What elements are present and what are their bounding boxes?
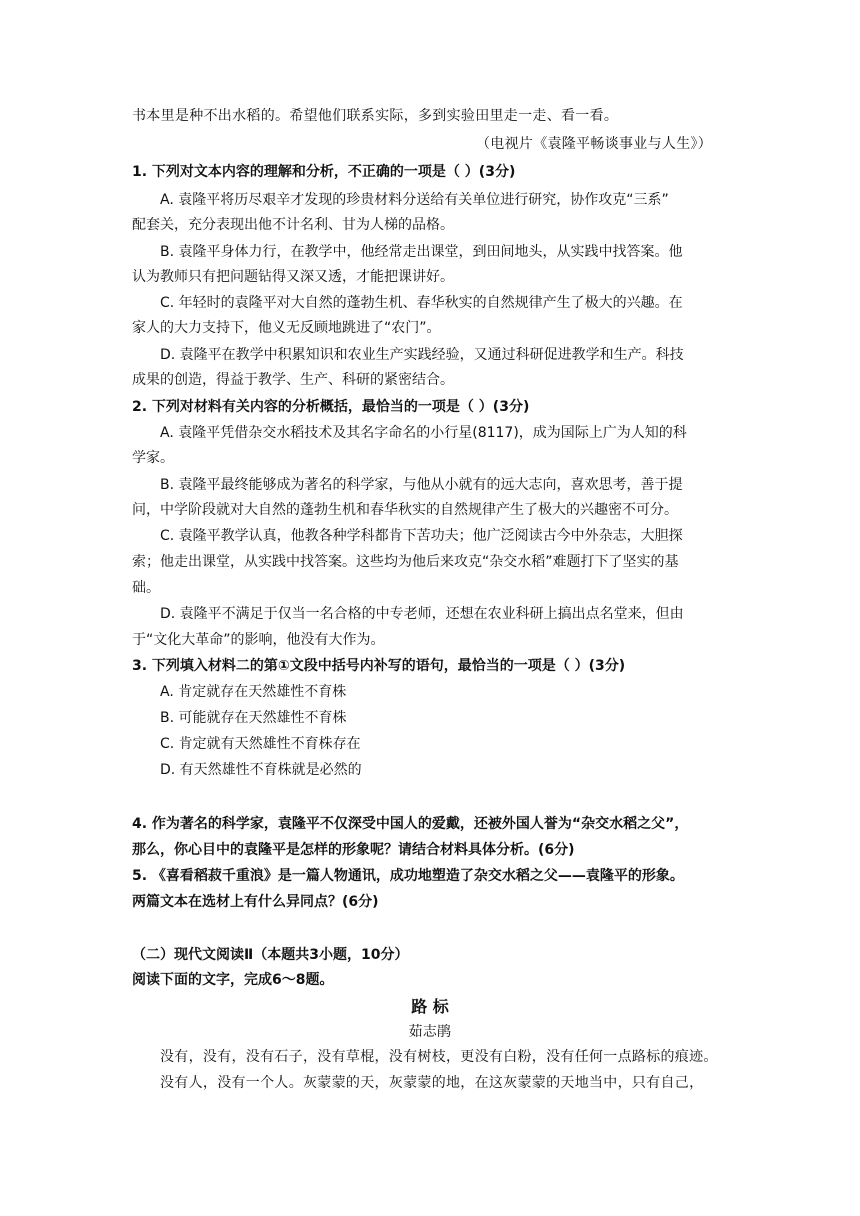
question-1-option-c: C. 年轻时的袁隆平对大自然的蓬勃生机、春华秋实的自然规律产生了极大的兴趣。在 [160,295,683,311]
question-5-stem: 5. 《喜看稻菽千重浪》是一篇人物通讯，成功地塑造了杂交水稻之父——袁隆平的形象。 [132,868,684,884]
article-title: 路 标 [411,997,449,1016]
passage-source: （电视片《袁隆平畅谈事业与人生》） [476,136,713,152]
question-3-option-d: D. 有天然雄性不育株就是必然的 [160,762,362,778]
question-1-option-d: D. 袁隆平在教学中积累知识和农业生产实践经验，又通过科研促进教学和生产。科技 [160,347,684,363]
section-heading: （二）现代文阅读Ⅱ（本题共3小题，10分） [132,947,409,963]
question-2-stem: 2. 下列对材料有关内容的分析概括，最恰当的一项是（ ）(3分) [132,399,530,415]
question-2-option-c-cont2: 础。 [132,580,160,596]
question-1-option-a-cont: 配套关，充分表现出他不计名利、甘为人梯的品格。 [132,217,454,233]
question-5-stem-cont: 两篇文本在选材上有什么异同点？(6分) [132,894,379,910]
passage-text-line: 书本里是种不出水稻的。希望他们联系实际，多到实验田里走一走、看一看。 [132,108,619,124]
question-4-stem-cont: 那么，你心目中的袁隆平是怎样的形象呢？请结合材料具体分析。(6分) [132,842,575,858]
question-2-option-c-cont: 索；他走出课堂，从实践中找答案。这些均为他后来攻克“杂交水稻”难题打下了坚实的基 [132,554,679,570]
article-paragraph: 没有人，没有一个人。灰蒙蒙的天，灰蒙蒙的地，在这灰蒙蒙的天地当中，只有自己， [160,1075,704,1091]
article-paragraph: 没有，没有，没有石子，没有草棍，没有树枝，更没有白粉，没有任何一点路标的痕迹。 [160,1049,718,1065]
question-3-stem: 3. 下列填入材料二的第①文段中括号内补写的语句，最恰当的一项是（ ）(3分) [132,658,626,674]
question-3-option-c: C. 肯定就有天然雄性不育株存在 [160,736,361,752]
question-1-option-c-cont: 家人的大力支持下，他义无反顾地跳进了“农门”。 [132,320,441,336]
question-1-option-d-cont: 成果的创造，得益于教学、生产、科研的紧密结合。 [132,372,454,388]
question-1-stem: 1. 下列对文本内容的理解和分析，不正确的一项是（ ）(3分) [132,164,516,180]
question-3-option-b: B. 可能就存在天然雄性不育株 [160,710,347,726]
question-2-option-b: B. 袁隆平最终能够成为著名的科学家，与他从小就有的远大志向，喜欢思考，善于提 [160,477,683,493]
article-author: 茹志鹃 [408,1024,452,1040]
question-2-option-b-cont: 问，中学阶段就对大自然的蓬勃生机和春华秋实的自然规律产生了极大的兴趣密不可分。 [132,502,678,518]
question-4-stem: 4. 作为著名的科学家，袁隆平不仅深受中国人的爱戴，还被外国人誉为“杂交水稻之父”， [132,816,689,832]
reading-instruction: 阅读下面的文字，完成6～8题。 [132,972,334,988]
question-3-option-a: A. 肯定就存在天然雄性不育株 [160,684,347,700]
question-2-option-d-cont: 于“文化大革命”的影响，他没有大作为。 [132,632,385,648]
question-1-option-b: B. 袁隆平身体力行，在教学中，他经常走出课堂，到田间地头，从实践中找答案。他 [160,244,683,260]
question-2-option-d: D. 袁隆平不满足于仅当一名合格的中专老师，还想在农业科研上搞出点名堂来，但由 [160,606,684,622]
question-2-option-c: C. 袁隆平教学认真，他教各种学科都肯下苦功夫；他广泛阅读古今中外杂志，大胆探 [160,528,683,544]
question-2-option-a-cont: 学家。 [132,450,174,466]
question-2-option-a: A. 袁隆平凭借杂交水稻技术及其名字命名的小行星(8117)，成为国际上广为人知的科 [160,425,687,441]
question-1-option-b-cont: 认为教师只有把问题钻得又深又透，才能把课讲好。 [132,269,454,285]
question-1-option-a: A. 袁隆平将历尽艰辛才发现的珍贵材料分送给有关单位进行研究，协作攻克“三系” [160,192,669,208]
